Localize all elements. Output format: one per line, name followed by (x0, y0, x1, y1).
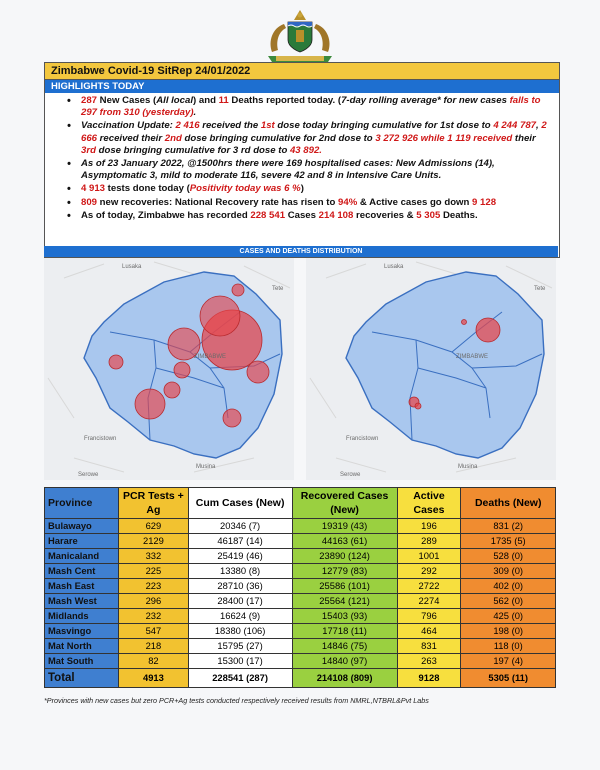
table-row (45, 639, 556, 654)
cell-pcr: 296 (119, 594, 188, 609)
cell-cum: 15300 (17) (188, 654, 292, 669)
cell-rec: 12779 (83) (292, 564, 397, 579)
table-total-row (45, 669, 556, 688)
highlight-recoveries: • 809 new recoveries: National Recovery rate has risen to 94% & Active cases go down 9 128 (81, 197, 553, 209)
cell-pcr: 82 (119, 654, 188, 669)
cell-cum: 25419 (46) (188, 549, 292, 564)
cases-bubble-bulawayo (135, 389, 165, 419)
highlights-box (44, 62, 560, 258)
map-label-zimbabwe-deaths: ZIMBABWE (456, 354, 489, 360)
cell-pcr: 629 (119, 519, 188, 534)
cases-map-svg (44, 258, 294, 480)
cell-province: Mat North (45, 639, 119, 654)
cases-bubble-mash-east (200, 296, 240, 336)
cell-rec: 15403 (93) (292, 609, 397, 624)
highlight-tests: • 4 913 tests done today (Positivity today was 6 %) (81, 183, 553, 195)
deaths-bubble-mash-east (462, 320, 467, 325)
total-rec: 214108 (809) (292, 669, 397, 688)
coat-of-arms-emblem (254, 8, 346, 64)
header-province: Province (45, 488, 119, 519)
map-label-francistown: Francistown (84, 436, 117, 442)
cell-province: Manicaland (45, 549, 119, 564)
map-label-lusaka: Lusaka (122, 264, 142, 270)
highlight-hospitalisation: • As of 23 January 2022, @1500hrs there were 169 hospitalised cases: New Admissions (14), Asymptomatic 3, mild to moderate 116, severe 42 and 8 in Intensive Care Units. (81, 158, 553, 182)
cell-cum: 28400 (17) (188, 594, 292, 609)
cell-dth: 562 (0) (461, 594, 556, 609)
cell-rec: 17718 (11) (292, 624, 397, 639)
table-row (45, 579, 556, 594)
highlight-cumulative: • As of today, Zimbabwe has recorded 228 541 Cases 214 108 recoveries & 5 305 Deaths. (81, 210, 553, 222)
cases-map (44, 258, 294, 480)
cases-bubble-mat-south (164, 382, 180, 398)
table-header-row (45, 488, 556, 519)
cell-rec: 25586 (101) (292, 579, 397, 594)
cell-cum: 18380 (106) (188, 624, 292, 639)
total-dth: 5305 (11) (461, 669, 556, 688)
cases-bubble-manicaland (247, 361, 269, 383)
map-label-tete: Tete (272, 286, 284, 292)
cell-dth: 118 (0) (461, 639, 556, 654)
total-pcr: 4913 (119, 669, 188, 688)
highlights-list (45, 95, 559, 222)
total-act: 9128 (397, 669, 461, 688)
header-pcr: PCR Tests + Ag (119, 488, 188, 519)
cell-rec: 14846 (75) (292, 639, 397, 654)
cell-province: Mat South (45, 654, 119, 669)
cell-pcr: 547 (119, 624, 188, 639)
cases-bubble-mash-cent (232, 284, 244, 296)
deaths-bubble-harare (476, 318, 500, 342)
cell-act: 196 (397, 519, 461, 534)
cell-dth: 197 (4) (461, 654, 556, 669)
cell-act: 2274 (397, 594, 461, 609)
cell-cum: 28710 (36) (188, 579, 292, 594)
total-cum: 228541 (287) (188, 669, 292, 688)
header-cum-cases: Cum Cases (New) (188, 488, 292, 519)
cell-act: 292 (397, 564, 461, 579)
header-deaths: Deaths (New) (461, 488, 556, 519)
cell-cum: 16624 (9) (188, 609, 292, 624)
cell-rec: 14840 (97) (292, 654, 397, 669)
cell-rec: 25564 (121) (292, 594, 397, 609)
map-label-francistown-deaths: Francistown (346, 436, 379, 442)
cell-pcr: 232 (119, 609, 188, 624)
footnote: *Provinces with new cases but zero PCR+Ag tests conducted respectively received results from NMRL,NTBRL&Pvt Labs (44, 696, 429, 705)
map-label-tete-deaths: Tete (534, 286, 546, 292)
map-label-lusaka-deaths: Lusaka (384, 264, 404, 270)
header-active: Active Cases (397, 488, 461, 519)
table-row (45, 519, 556, 534)
cell-dth: 309 (0) (461, 564, 556, 579)
cell-province: Mash West (45, 594, 119, 609)
cell-province: Mash East (45, 579, 119, 594)
cell-pcr: 2129 (119, 534, 188, 549)
map-label-musina: Musina (196, 464, 216, 470)
header-recovered: Recovered Cases (New) (292, 488, 397, 519)
cell-cum: 13380 (8) (188, 564, 292, 579)
table-row (45, 564, 556, 579)
cases-bubble-masvingo (223, 409, 241, 427)
cell-act: 289 (397, 534, 461, 549)
cell-pcr: 225 (119, 564, 188, 579)
cell-act: 831 (397, 639, 461, 654)
province-table (44, 487, 556, 688)
cell-act: 1001 (397, 549, 461, 564)
cell-cum: 46187 (14) (188, 534, 292, 549)
table-row (45, 654, 556, 669)
cell-rec: 19319 (43) (292, 519, 397, 534)
deaths-map-svg (306, 258, 556, 480)
deaths-map (306, 258, 556, 480)
highlight-vaccination: • Vaccination Update: 2 416 received the 1st dose today bringing cumulative for 1st dose to 4 244 787, 2 666 received their 2nd dose bringing cumulative for 2nd dose to 3 272 926 while 1 119 received their 3rd dose bringing cumulative for 3 rd dose to 43 892. (81, 120, 553, 157)
cell-dth: 831 (2) (461, 519, 556, 534)
cell-pcr: 332 (119, 549, 188, 564)
cell-rec: 44163 (61) (292, 534, 397, 549)
cell-act: 464 (397, 624, 461, 639)
cell-province: Midlands (45, 609, 119, 624)
cell-act: 2722 (397, 579, 461, 594)
cell-cum: 20346 (7) (188, 519, 292, 534)
cell-act: 796 (397, 609, 461, 624)
cell-act: 263 (397, 654, 461, 669)
highlight-new-cases: • 287 New Cases (All local) and 11 Deaths reported today. (7-day rolling average* for new cases falls to 297 from 310 (yesterday). (81, 95, 553, 119)
map-label-serowe: Serowe (78, 472, 99, 478)
cell-dth: 425 (0) (461, 609, 556, 624)
distribution-heading: CASES AND DEATHS DISTRIBUTION (44, 246, 558, 257)
cell-pcr: 218 (119, 639, 188, 654)
table-row (45, 624, 556, 639)
cell-pcr: 223 (119, 579, 188, 594)
cell-dth: 198 (0) (461, 624, 556, 639)
table-row (45, 534, 556, 549)
table-row (45, 609, 556, 624)
cell-province: Harare (45, 534, 119, 549)
deaths-bubble-mat-south (415, 403, 421, 409)
cases-bubble-mat-north (109, 355, 123, 369)
cell-dth: 1735 (5) (461, 534, 556, 549)
cell-province: Mash Cent (45, 564, 119, 579)
total-label: Total (45, 669, 119, 688)
cell-province: Bulawayo (45, 519, 119, 534)
report-title: Zimbabwe Covid-19 SitRep 24/01/2022 (45, 63, 559, 80)
cell-dth: 402 (0) (461, 579, 556, 594)
table-row (45, 549, 556, 564)
cell-province: Masvingo (45, 624, 119, 639)
table-row (45, 594, 556, 609)
cell-dth: 528 (0) (461, 549, 556, 564)
cases-bubble-midlands (174, 362, 190, 378)
cell-rec: 23890 (124) (292, 549, 397, 564)
map-label-serowe-deaths: Serowe (340, 472, 361, 478)
cell-cum: 15795 (27) (188, 639, 292, 654)
map-label-musina-deaths: Musina (458, 464, 478, 470)
map-label-zimbabwe: ZIMBABWE (194, 354, 227, 360)
highlights-heading: HIGHLIGHTS TODAY (45, 80, 559, 93)
